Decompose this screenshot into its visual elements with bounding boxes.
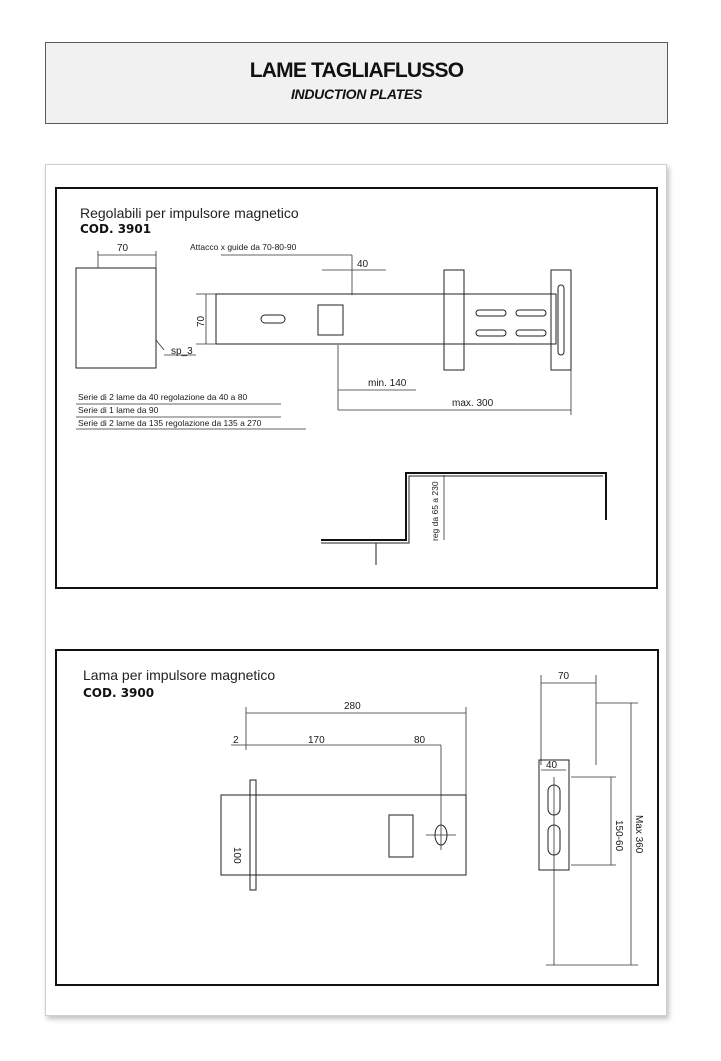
- dim-150-60: 150-60: [613, 820, 624, 852]
- page-title: LAME TAGLIAFLUSSO: [249, 59, 464, 82]
- dim-max-300: max. 300: [452, 398, 494, 409]
- attach-note: Attacco x guide da 70-80-90: [190, 242, 297, 252]
- dim-2: 2: [233, 735, 239, 746]
- series-notes: [76, 392, 306, 429]
- drawing-cod-3900: [56, 650, 658, 985]
- dim-170: 170: [308, 735, 325, 746]
- drawing-1-frame: [56, 188, 657, 588]
- header-box: [45, 42, 668, 124]
- plate-side-view: [539, 671, 644, 965]
- series-note-1: Serie di 2 lame da 40 regolazione da 40 a 80: [78, 392, 248, 402]
- dim-100: 100: [231, 847, 242, 864]
- side-dim-70: 70: [558, 671, 570, 682]
- drawing-1-title: Regolabili per impulsore magnetico: [80, 205, 299, 221]
- technical-drawings: [46, 165, 666, 1015]
- dim-280: 280: [344, 701, 361, 712]
- dim-max-360: Max 360: [633, 815, 644, 854]
- drawing-2-title: Lama per impulsore magnetico: [83, 667, 276, 683]
- series-note-2: Serie di 1 lame da 90: [78, 405, 159, 415]
- series-note-3: Serie di 2 lame da 135 regolazione da 135 a 270: [78, 418, 262, 428]
- z-bracket-profile: [321, 473, 606, 565]
- drawing-cod-3901: [56, 188, 657, 588]
- dim-width-70: 70: [117, 243, 129, 254]
- dim-40: 40: [357, 259, 369, 270]
- bracket-side-view: [76, 243, 196, 368]
- drawing-2-code: COD. 3900: [83, 686, 155, 700]
- dim-height-70: 70: [196, 315, 207, 327]
- dim-min-140: min. 140: [368, 378, 407, 389]
- drawing-1-code: COD. 3901: [80, 222, 152, 236]
- plate-top-view: [196, 270, 571, 370]
- dim-reg-range: reg da 65 a 230: [430, 481, 440, 541]
- page-subtitle: INDUCTION PLATES: [290, 86, 423, 102]
- drawing-sheet: [45, 164, 667, 1016]
- side-dim-40: 40: [546, 760, 558, 771]
- dim-thickness-sp3: sp_3: [171, 346, 193, 357]
- dim-80: 80: [414, 735, 426, 746]
- plate-front-view: [221, 780, 466, 890]
